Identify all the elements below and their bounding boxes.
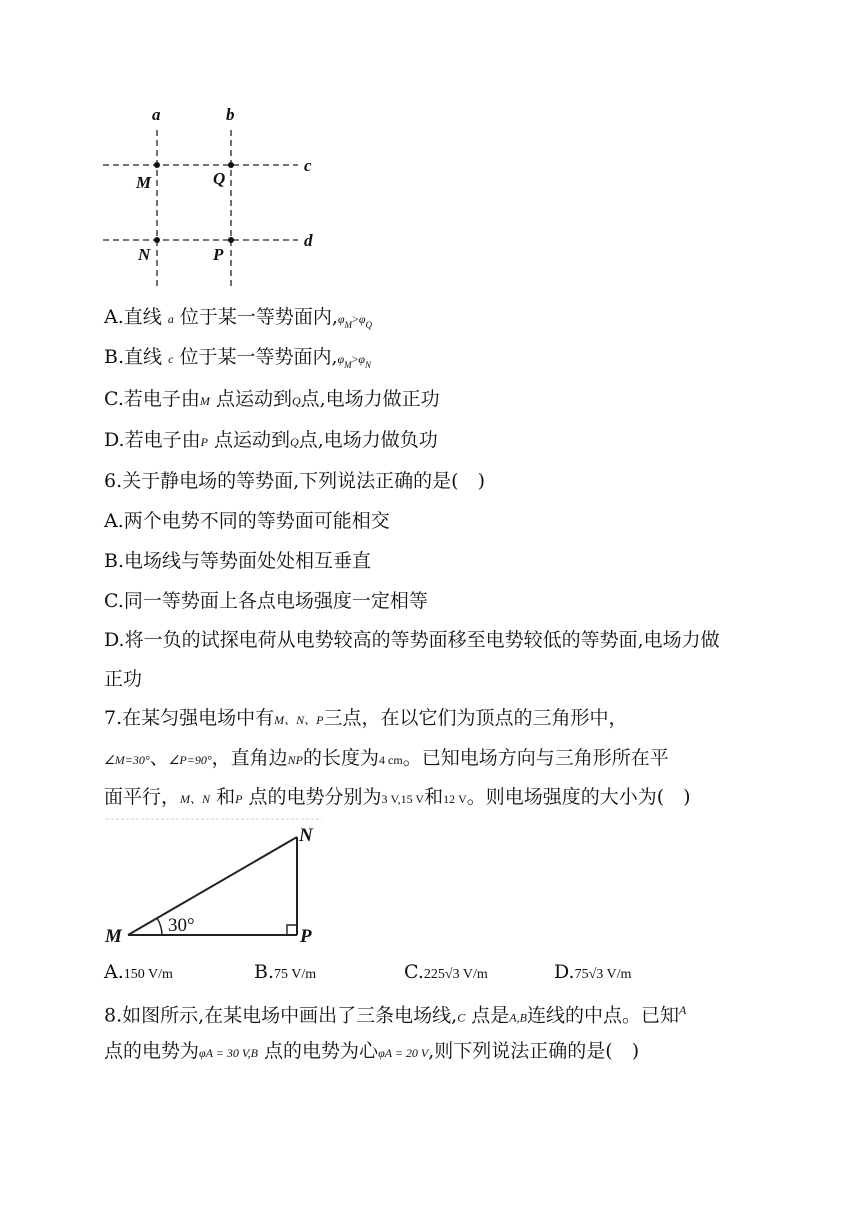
q5-option-c: C.若电子由M 点运动到Q点,电场力做正功 <box>104 388 440 410</box>
q5-option-b: B.直线 c 位于某一等势面内$,\varphi_M>\varphi_N$ <box>104 346 372 370</box>
triangle-figure <box>100 815 330 950</box>
q6-option-d-line1: D.将一负的试探电荷从电势较高的等势面移至电势较低的等势面,电场力做 <box>104 629 720 651</box>
point-m-label: M <box>136 173 152 192</box>
q7-option-c: C.225√3 V/m <box>404 961 488 983</box>
triangle-n-label: N <box>299 825 313 846</box>
triangle-p-label: P <box>300 926 312 947</box>
line-b-label: b <box>226 105 235 124</box>
line-d-label: d <box>304 231 313 250</box>
q7-option-b: B.75 V/m <box>254 961 317 983</box>
point-p-label: P <box>213 245 224 264</box>
q8-stem-line1: 8.如图所示,在某电场中画出了三条电场线,C 点是A,B连线的中点。已知$^A$ <box>104 1003 687 1027</box>
q6-option-b: B.电场线与等势面处处相互垂直 <box>104 550 372 572</box>
q7-stem-line2: ∠M=30°、∠P=90°，直角边NP的长度为4 cm。已知电场方向与三角形所在平 <box>104 747 669 769</box>
q8-stem-line2: 点的电势为φA = 30 V,B 点的电势为心φA = 20 V,则下列说法正确的是( ) <box>104 1040 640 1062</box>
q6-option-a: A.两个电势不同的等势面可能相交 <box>104 510 390 532</box>
line-a-label: a <box>152 105 161 124</box>
q6-option-d-line2: 正功 <box>104 668 143 690</box>
q7-stem-line1: 7.在某匀强电场中有M、N、P三点，在以它们为顶点的三角形中， <box>104 707 628 729</box>
angle-label: 30° <box>168 915 195 936</box>
triangle-m-label: M <box>105 926 122 947</box>
q7-stem-line3: 面平行，M、N 和P 点的电势分别为3 V,15 V和12 V。则电场强度的大小为( ) <box>104 786 691 808</box>
q7-option-d: D.75√3 V/m <box>554 961 632 983</box>
equipotential-grid-figure <box>100 100 340 295</box>
q5-option-a: A.直线 a 位于某一等势面内$,\varphi_M>\varphi_Q$ <box>104 306 372 330</box>
point-n-label: N <box>138 245 151 264</box>
point-q-label: Q <box>213 169 226 188</box>
q5-option-d: D.若电子由P 点运动到Q点,电场力做负功 <box>104 429 438 451</box>
q6-option-c: C.同一等势面上各点电场强度一定相等 <box>104 590 428 612</box>
line-c-label: c <box>304 156 312 175</box>
q7-option-a: A.150 V/m <box>104 961 173 983</box>
q6-stem: 6.关于静电场的等势面,下列说法正确的是( ) <box>104 470 485 492</box>
